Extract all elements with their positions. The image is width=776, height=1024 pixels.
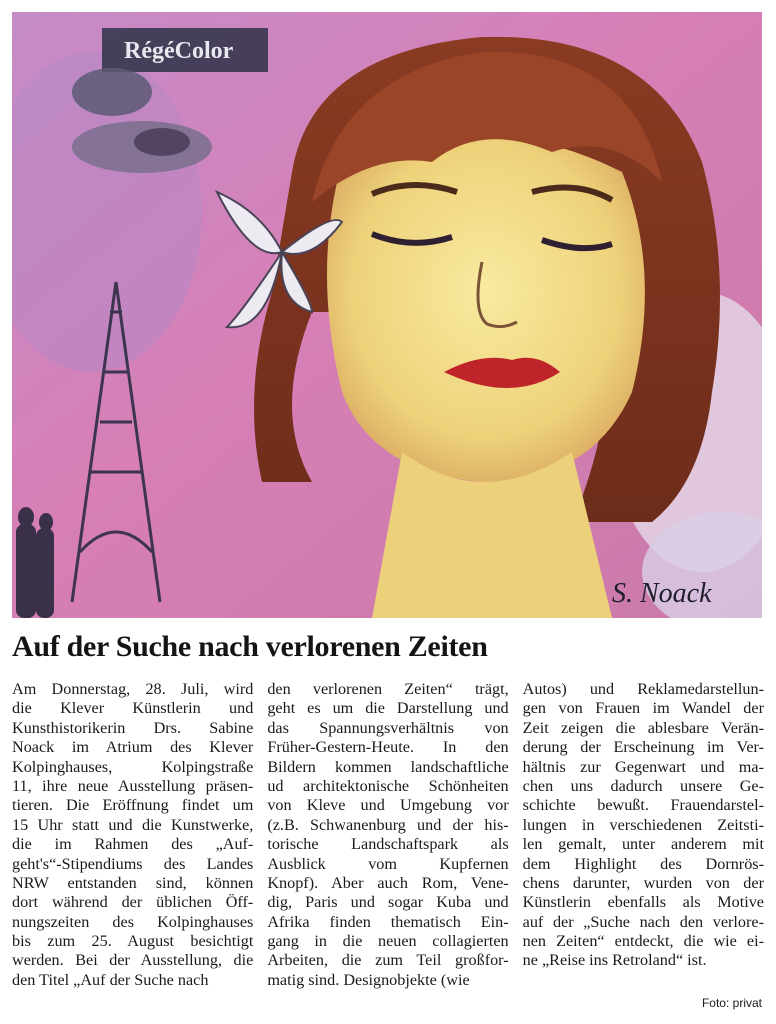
article-line: 11, ihre neue Ausstellung präsen- — [12, 776, 254, 795]
article-line: matig sind. Designobjekte (wie — [267, 970, 470, 989]
article-line: den verlorenen Zeiten“ trägt, — [267, 680, 509, 698]
article-line: werden. Bei der Ausstellung, die — [12, 951, 254, 970]
article-line: len gemalt, unter anderem mit — [522, 835, 764, 854]
article-line: dort während der üblichen Öff- — [12, 893, 254, 912]
article-line: Kunsthistorikerin Drs. Sabine — [12, 718, 254, 737]
article-line: auf der „Suche nach den verlore- — [522, 912, 764, 931]
article-line: Kolpinghauses, Kolpingstraße — [12, 757, 254, 776]
sign-text: RégéColor — [124, 38, 234, 64]
article-line: Früher-Gestern-Heute. In den — [267, 738, 509, 757]
article-line: hältnis zur Gegenwart und ma- — [522, 757, 764, 776]
article-line: die Klever Künstlerin und — [12, 699, 254, 718]
article-line: gang in die neuen collagierten — [267, 932, 509, 951]
photo-credit: Foto: privat — [701, 996, 762, 1010]
article-line: die im Rahmen des „Auf- — [12, 835, 254, 854]
article-body — [12, 680, 764, 1000]
article-line: dem Highlight des Dornrös- — [522, 854, 764, 873]
article-column-3 — [523, 680, 764, 1000]
article-line: Afrika finden thematisch Ein- — [267, 912, 509, 931]
article-line: gen von Frauen im Wandel der — [522, 699, 764, 718]
article-line: ud architektonische Schönheiten — [267, 776, 509, 795]
article-line: von Kleve und Umgebung vor — [267, 796, 509, 815]
article-line: lungen in verschiedenen Zeitsti- — [522, 815, 764, 834]
article-line: NRW entstanden sind, können — [12, 873, 254, 892]
article-line: 15 Uhr statt und die Kunstwerke, — [12, 815, 254, 834]
article-column-2 — [267, 680, 508, 1000]
article-line: dig, Paris und sogar Kuba und — [267, 893, 509, 912]
article-line: torische Landschaftspark als — [267, 835, 509, 854]
article-line: (z.B. Schwanenburg und der his- — [267, 815, 509, 834]
article-line: derung der Erscheinung im Ver- — [522, 738, 764, 757]
painter-signature: S. Noack — [612, 578, 712, 609]
article-line: Autos) und Reklamedarstellun- — [522, 680, 764, 698]
article-line: Ausblick vom Kupfernen — [267, 854, 509, 873]
article-line: Künstlerin ebenfalls als Motive — [522, 893, 764, 912]
article-line: chen uns dadurch unsere Ge- — [522, 776, 764, 795]
article-line: Am Donnerstag, 28. Juli, wird — [12, 680, 254, 698]
painting-illustration — [12, 12, 762, 618]
article-line: Arbeiten, die zum Teil großfor- — [267, 951, 509, 970]
article-line: Zeit zeigen die ablesbare Verän- — [522, 718, 764, 737]
article-line: geht's“-Stipendiums des Landes — [12, 854, 254, 873]
article-line: geht es um die Darstellung und — [267, 699, 509, 718]
article-line: nungszeiten des Kolpinghauses — [12, 912, 254, 931]
article-line: nen Zeiten“ entdeckt, die wie ei- — [522, 932, 764, 951]
article-column-1 — [12, 680, 253, 1000]
article-line: Bildern kommen landschaftliche — [267, 757, 509, 776]
article-line: chens darunter, wurden von der — [522, 873, 764, 892]
article-line: den Titel „Auf der Suche nach — [12, 970, 209, 989]
article-line: ne „Reise ins Retroland“ ist. — [522, 951, 707, 970]
painting-photo — [12, 12, 762, 618]
article-line: das Spannungsverhältnis von — [267, 718, 509, 737]
article-line: tieren. Die Eröffnung findet um — [12, 796, 254, 815]
article-line: Noack im Atrium des Klever — [12, 738, 254, 757]
article-headline: Auf der Suche nach verlorenen Zeiten — [12, 630, 488, 663]
article-line: bis zum 25. August besichtigt — [12, 932, 254, 951]
article-line: schichte bewußt. Frauendarstel- — [522, 796, 764, 815]
article-line: Knopf). Aber auch Rom, Vene- — [267, 873, 509, 892]
